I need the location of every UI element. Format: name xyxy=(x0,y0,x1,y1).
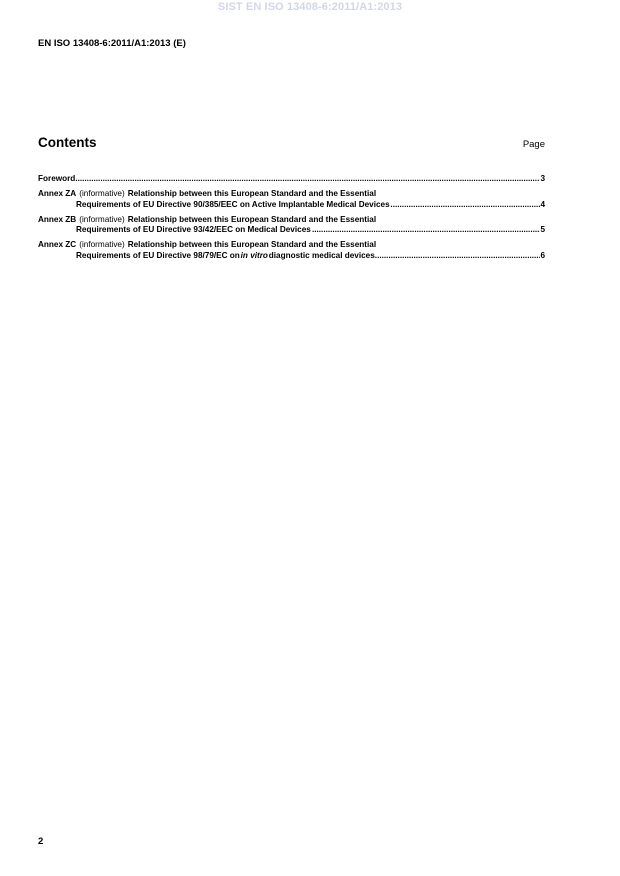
toc-annex-title-line1[interactable]: Relationship between this European Standard and the Essential xyxy=(127,214,377,224)
toc-leader-dots xyxy=(390,200,540,211)
toc-annex-title-line2-italic[interactable]: in vitro xyxy=(240,250,268,260)
toc-entry-foreword[interactable] xyxy=(38,174,545,185)
toc-entry-annex-za[interactable] xyxy=(38,189,545,210)
toc-annex-type: (informative) xyxy=(79,240,125,249)
toc-annex-type: (informative) xyxy=(79,189,125,198)
toc-entry-annex-zb[interactable] xyxy=(38,215,545,236)
toc-annex-title-line1[interactable]: Relationship between this European Standard and the Essential xyxy=(127,240,377,249)
toc-annex-title-line1[interactable]: Relationship between this European Standard and the Essential xyxy=(127,189,377,198)
toc-page-number: 4 xyxy=(540,199,545,209)
toc-annex-title-line2[interactable]: Requirements of EU Directive 93/42/EEC on Medical Devices xyxy=(76,225,311,234)
page-column-label: Page xyxy=(522,139,545,150)
toc-leader-dots xyxy=(75,174,540,185)
toc-page-number: 5 xyxy=(540,225,545,234)
toc-annex-id[interactable]: Annex ZB xyxy=(38,214,77,224)
toc-annex-title-line2-suffix[interactable]: diagnostic medical devices xyxy=(268,250,375,260)
contents-heading: Contents xyxy=(38,135,97,150)
toc-page-number: 3 xyxy=(540,174,545,183)
table-of-contents xyxy=(38,174,545,266)
toc-annex-type: (informative) xyxy=(79,214,125,224)
watermark: SIST EN ISO 13408-6:2011/A1:2013 xyxy=(217,1,403,13)
toc-entry-annex-zc[interactable] xyxy=(38,240,545,261)
toc-annex-id[interactable]: Annex ZA xyxy=(38,189,77,198)
toc-leader-dots xyxy=(375,251,541,262)
toc-annex-id[interactable]: Annex ZC xyxy=(38,240,77,249)
toc-foreword-label[interactable]: Foreword xyxy=(38,174,76,183)
toc-leader-dots xyxy=(312,225,540,236)
toc-page-number: 6 xyxy=(540,250,545,260)
document-identifier: EN ISO 13408-6:2011/A1:2013 (E) xyxy=(38,38,186,49)
toc-annex-title-line2[interactable]: Requirements of EU Directive 90/385/EEC on Active Implantable Medical Devices xyxy=(76,199,390,209)
page-number: 2 xyxy=(38,836,44,847)
toc-annex-title-line2-prefix[interactable]: Requirements of EU Directive 98/79/EC on xyxy=(76,250,240,260)
